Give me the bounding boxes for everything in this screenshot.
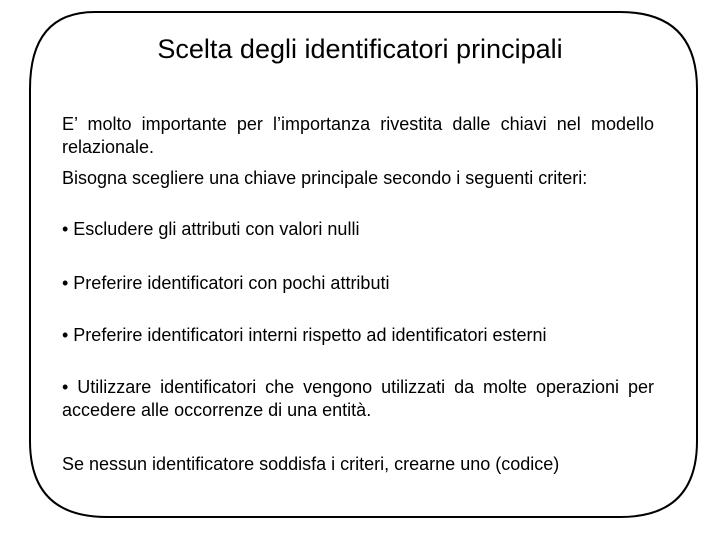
bullet-item-1: • Escludere gli attributi con valori nulli [62, 219, 360, 239]
bullet-item-4: • Utilizzare identificatori che vengono utilizzati da molte operazioni per accedere alle occorrenze di una entità. [62, 377, 654, 420]
intro-paragraph: E’ molto importante per l’importanza rivestita dalle chiavi nel modello relazionale. [62, 114, 654, 157]
bullet-item-3: • Preferire identificatori interni rispetto ad identificatori esterni [62, 325, 547, 345]
slide-title: Scelta degli identificatori principali [157, 34, 563, 64]
criteria-intro: Bisogna scegliere una chiave principale secondo i seguenti criteri: [62, 168, 588, 188]
conclusion-text: Se nessun identificatore soddisfa i criteri, crearne uno (codice) [62, 454, 560, 474]
bullet-item-2: • Preferire identificatori con pochi attributi [62, 273, 390, 293]
